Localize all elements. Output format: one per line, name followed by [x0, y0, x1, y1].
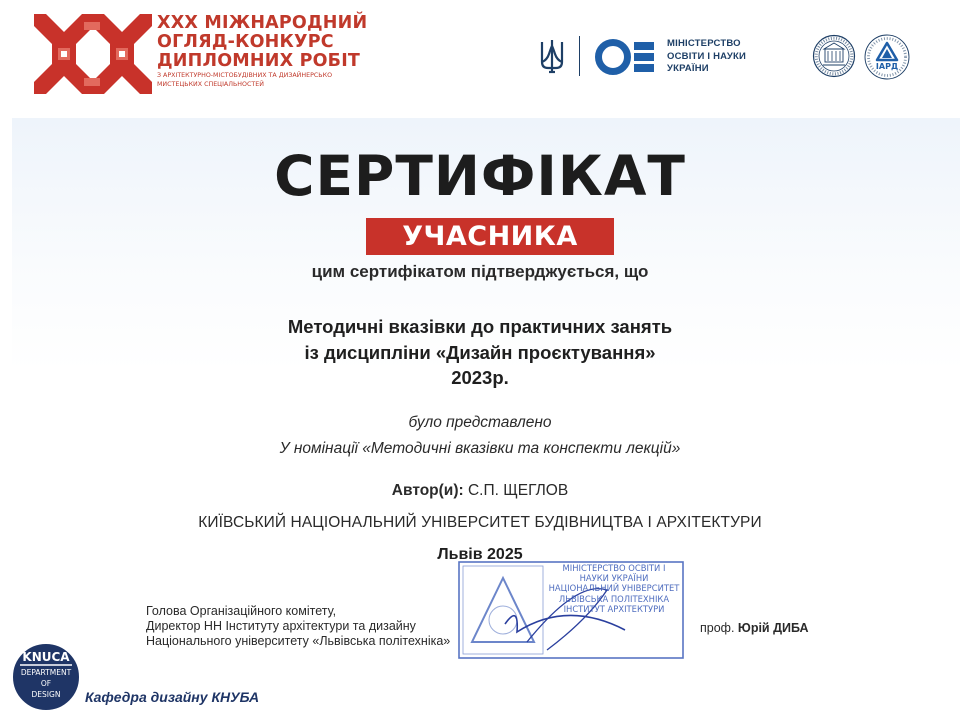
- participant-ribbon: [366, 218, 614, 255]
- work-title-line: із дисципліни «Дизайн проєктування»: [304, 341, 656, 363]
- lviv-polytechnic-seal: [812, 34, 856, 78]
- badge-line: OF: [40, 679, 52, 688]
- certificate-title: СЕРТИФІКАТ: [274, 144, 686, 208]
- work-title-line: 2023р.: [451, 367, 509, 388]
- ministry-name: [667, 38, 777, 76]
- iard-seal-icon: [862, 32, 912, 82]
- signer-name: [700, 621, 809, 635]
- ministry-name-line: ОСВІТИ І НАУКИ: [667, 50, 746, 62]
- ministry-name-line: УКРАЇНИ: [667, 63, 709, 74]
- presented-text: було представлено: [408, 414, 552, 431]
- ribbon-label: УЧАСНИКА: [402, 221, 578, 252]
- event-subtitle-line: З АРХІТЕКТУРНО-МІСТОБУДІВНИХ ТА ДИЗАЙНЕРСЬКО: [157, 72, 333, 79]
- signer-full-name: Юрій ДИБА: [737, 621, 809, 635]
- ministry-name-line: МІНІСТЕРСТВО: [667, 38, 741, 49]
- signer-title: проф.: [700, 621, 735, 635]
- stamp-line: НАЦІОНАЛЬНИЙ УНІВЕРСИТЕТ: [548, 583, 680, 594]
- stamp-line: НАУКИ УКРАЇНИ: [579, 573, 649, 584]
- badge-line: KNUCA: [22, 650, 70, 664]
- signatory-position-line: Директор НН Інституту архітектури та дизайну: [146, 619, 416, 633]
- signatory-position-line: Національного університету «Львівська політехніка»: [146, 634, 451, 648]
- signatory-position: [146, 604, 450, 649]
- author-line: [0, 482, 960, 500]
- stamp-line: ЛЬВІВСЬКА ПОЛІТЕХНІКА: [558, 593, 670, 604]
- knuca-design-badge: [10, 641, 82, 713]
- stamp-text: [545, 563, 683, 614]
- badge-line: DEPARTMENT: [20, 668, 72, 677]
- event-title-line: XXX МІЖНАРОДНИЙ: [157, 13, 368, 33]
- event-title-line: ДИПЛОМНИХ РОБІТ: [157, 51, 361, 71]
- trident-icon: [539, 38, 565, 76]
- university-name: КИЇВСЬКИЙ НАЦІОНАЛЬНИЙ УНІВЕРСИТЕТ БУДІВНИЦТВА І АРХІТЕКТУРИ: [198, 514, 762, 531]
- badge-text: [10, 651, 82, 700]
- department-caption: Кафедра дизайну КНУБА: [85, 689, 260, 705]
- iard-label: ІАРД: [875, 62, 899, 71]
- work-title: [0, 314, 960, 391]
- author-name: С.П. ЩЕГЛОВ: [467, 482, 569, 499]
- iard-seal: [862, 32, 912, 82]
- event-title: [157, 14, 397, 88]
- nomination-text: У номінації «Методичні вказівки та конспекти лекцій»: [279, 440, 681, 457]
- stamp-line: МІНІСТЕРСТВО ОСВІТИ І: [562, 563, 666, 573]
- logo-divider: [579, 36, 580, 76]
- event-title-line: ОГЛЯД-КОНКУРС: [157, 32, 334, 52]
- official-stamp: [457, 560, 685, 660]
- certificate-header: [0, 0, 960, 112]
- signatory-position-line: Голова Організаційного комітету,: [146, 604, 337, 618]
- xxx-pattern-logo: [34, 14, 152, 94]
- stamp-line: ІНСТИТУТ АРХІТЕКТУРИ: [563, 603, 665, 614]
- confirmation-text: цим сертифікатом підтверджується, що: [311, 262, 649, 281]
- badge-line: DESIGN: [31, 690, 61, 699]
- work-title-line: Методичні вказівки до практичних занять: [287, 316, 673, 337]
- author-label: Автор(и):: [391, 482, 464, 499]
- city-year: Львів 2025: [437, 546, 523, 563]
- event-subtitle-line: МИСТЕЦЬКИХ СПЕЦІАЛЬНОСТЕЙ: [157, 80, 264, 88]
- mon-logo: [594, 38, 658, 76]
